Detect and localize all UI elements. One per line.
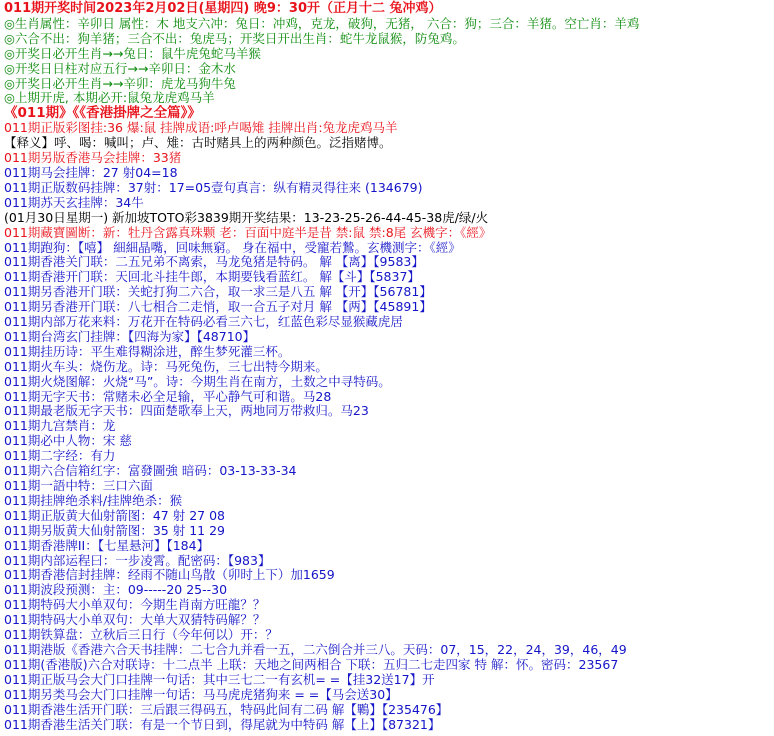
document-line: 《011期》《《香港掛牌之全篇》》: [4, 105, 201, 122]
document-line: 011期另版香港马会挂牌：33猪: [4, 150, 182, 166]
document-line: 011期港版《香港六合天书挂牌：二七合九并看一五，二六倒合并三八。天码：07，15，22，24，39，46，49: [4, 641, 627, 657]
document-line: 011期正版彩图挂:36 爆:鼠 挂牌成语:呼卢喝雉 挂牌出肖:兔龙虎鸡马羊: [4, 120, 398, 136]
document-line: 011期另版黄大仙射箭图：35 射 11 29: [4, 522, 225, 538]
document-line: 011期(香港版)六合对联诗：十二点半 上联：天地之间两相合 下联：五归二七走四家 特 解：怀。密码：23567: [4, 656, 619, 672]
document-line: 011期跑狗：【嘻】 細細晶嘴，回味無窮。 身在福中，受寵若鷙。玄機测字：《經》: [4, 239, 461, 255]
document-line: 【释义】呼、喝：喊叫；卢、雉：古时赌具上的两种颜色。泛指赌博。: [4, 135, 392, 151]
document-line: 011期另香港开门联：关蛇打狗二六合，取一求三是八五 解 【开】【56781】: [4, 284, 432, 300]
document-line: 011期香港生活关门联：有是一个节日到，得尾就为中特码 解【上】【87321】: [4, 716, 441, 732]
document-line: 011期正版黄大仙射箭图：47 射 27 08: [4, 507, 225, 523]
document-line: ◎开奖日日柱对应五行→→辛卯日：金木水: [4, 60, 236, 76]
document-line: 011期六合信箱红字：富發圖強 暗码：03-13-33-34: [4, 463, 297, 479]
document-line: ◎生肖属性：辛卯日 属性：木 地支六冲：兔日：冲鸡，克龙，破狗，无猪， 六合：狗；三合：羊猪。空亡肖：羊鸡: [4, 15, 640, 31]
document-line: 011期苏天玄挂牌：34牛: [4, 194, 144, 210]
document-line: 011期香港牌II：【七星悬河】【184】: [4, 537, 210, 553]
document-line: 011期二字经：有力: [4, 448, 116, 464]
document-line: 011期台湾玄门挂牌：【四海为家】【48710】: [4, 328, 256, 344]
document-line: 011期另类马会大门口挂牌一句话：马马虎虎猪狗来 = =【马会送30】: [4, 686, 398, 702]
document-line: 011期另香港开门联：八七相合二走悄，取一合五子对月 解 【两】【45891】: [4, 299, 432, 315]
document-lines: [4, 17, 774, 733]
document-line: 011期香港关门联：二五兄弟不离索，马龙兔猪是特码。 解 【离】【9583】: [4, 254, 424, 270]
document-line: 011期内部运程曰：一步凌霄。配密码：【983】: [4, 552, 271, 568]
document-line: 011期特码大小单双句：今期生肖南方旺龍？？: [4, 597, 266, 613]
document-line: 011期正版马会大门口挂牌一句话：其中三七二一有玄机= =【挂32送17】开: [4, 671, 435, 687]
document-line: 011期藏寶圖断：新：牡丹含露真珠颗 老：百面中庭半是昔 禁:鼠 禁:8尾 玄機字：《經》: [4, 224, 492, 240]
document-line: ◎六合不出：狗羊猪；三合不出：兔虎马；开奖日开出生肖：蛇牛龙鼠猴，防兔鸡。: [4, 30, 465, 46]
document-line: (01月30日星期一) 新加坡TOTO彩3839期开奖结果：13-23-25-26-44-45-38虎/绿/火: [4, 209, 489, 225]
document-line: 011期马会挂牌：27 射04=18: [4, 164, 178, 180]
document-line: 011期特码大小单双句：大单大双猜特码解？？: [4, 612, 266, 628]
draw-header: 011期开奖时间2023年2月02日(星期四) 晚9：30开（正月十二 兔冲鸡）: [4, 1, 442, 16]
document-line: 011期挂牌绝杀料/挂牌绝杀：猴: [4, 492, 183, 508]
document-line: 011期香港开门联：天回北斗挂牛郎，本期要钱看蓝红。 解【斗】【5837】: [4, 269, 420, 285]
document-line: 011期一語中特：三口六面: [4, 478, 153, 493]
document-line: 011期香港生活开门联：三后跟三得码五，特码此间有二码 解【鷝】【235476】: [4, 701, 449, 717]
document-line: 011期最老版无字天书：四面楚歌奉上天，两地同万带救归。马23: [4, 403, 369, 419]
document-line: ◎开奖日必开生肖→→兔日：鼠牛虎兔蛇马羊猴: [4, 45, 261, 61]
document-line: 011期铁算盘：立秋后三日行（今年何以）开：？: [4, 627, 278, 643]
document-line: 011期火烧图解：火烧“马”。诗：今期生肖在南方，土数之中寻特码。: [4, 373, 391, 389]
document-line: ◎开奖日必开生肖→→辛卯：虎龙马狗牛兔: [4, 75, 236, 91]
document-line: 011期无字天书：常赌未必全足输，平心静气可和谐。马28: [4, 388, 332, 404]
document-line: 011期香港信封挂牌：经雨不随山鸟散（卯时上下）加1659: [4, 567, 335, 583]
document-line: 011期内部万花来料：万花开在特码必看三六七，红蓝色彩尽显猴藏虎居: [4, 314, 403, 330]
document-line: 011期正版数码挂牌：37射：17=05壹句真言：纵有精灵得往来 (134679): [4, 179, 423, 195]
document-line: 011期挂历诗：平生难得糊涂进，醉生梦死灌三杯。: [4, 343, 291, 359]
document-line: 011期九宫禁肖：龙: [4, 418, 116, 434]
document-line: 011期火车头：烧伤龙。诗：马死兔伤，三七出特今期来。: [4, 358, 328, 374]
document-line: 011期必中人物：宋 慈: [4, 433, 132, 449]
document-line: 011期波段预测：主：09-----20 25--30: [4, 582, 228, 598]
document-line: ◎上期开虎, 本期必开:鼠兔龙虎鸡马羊: [4, 90, 215, 106]
